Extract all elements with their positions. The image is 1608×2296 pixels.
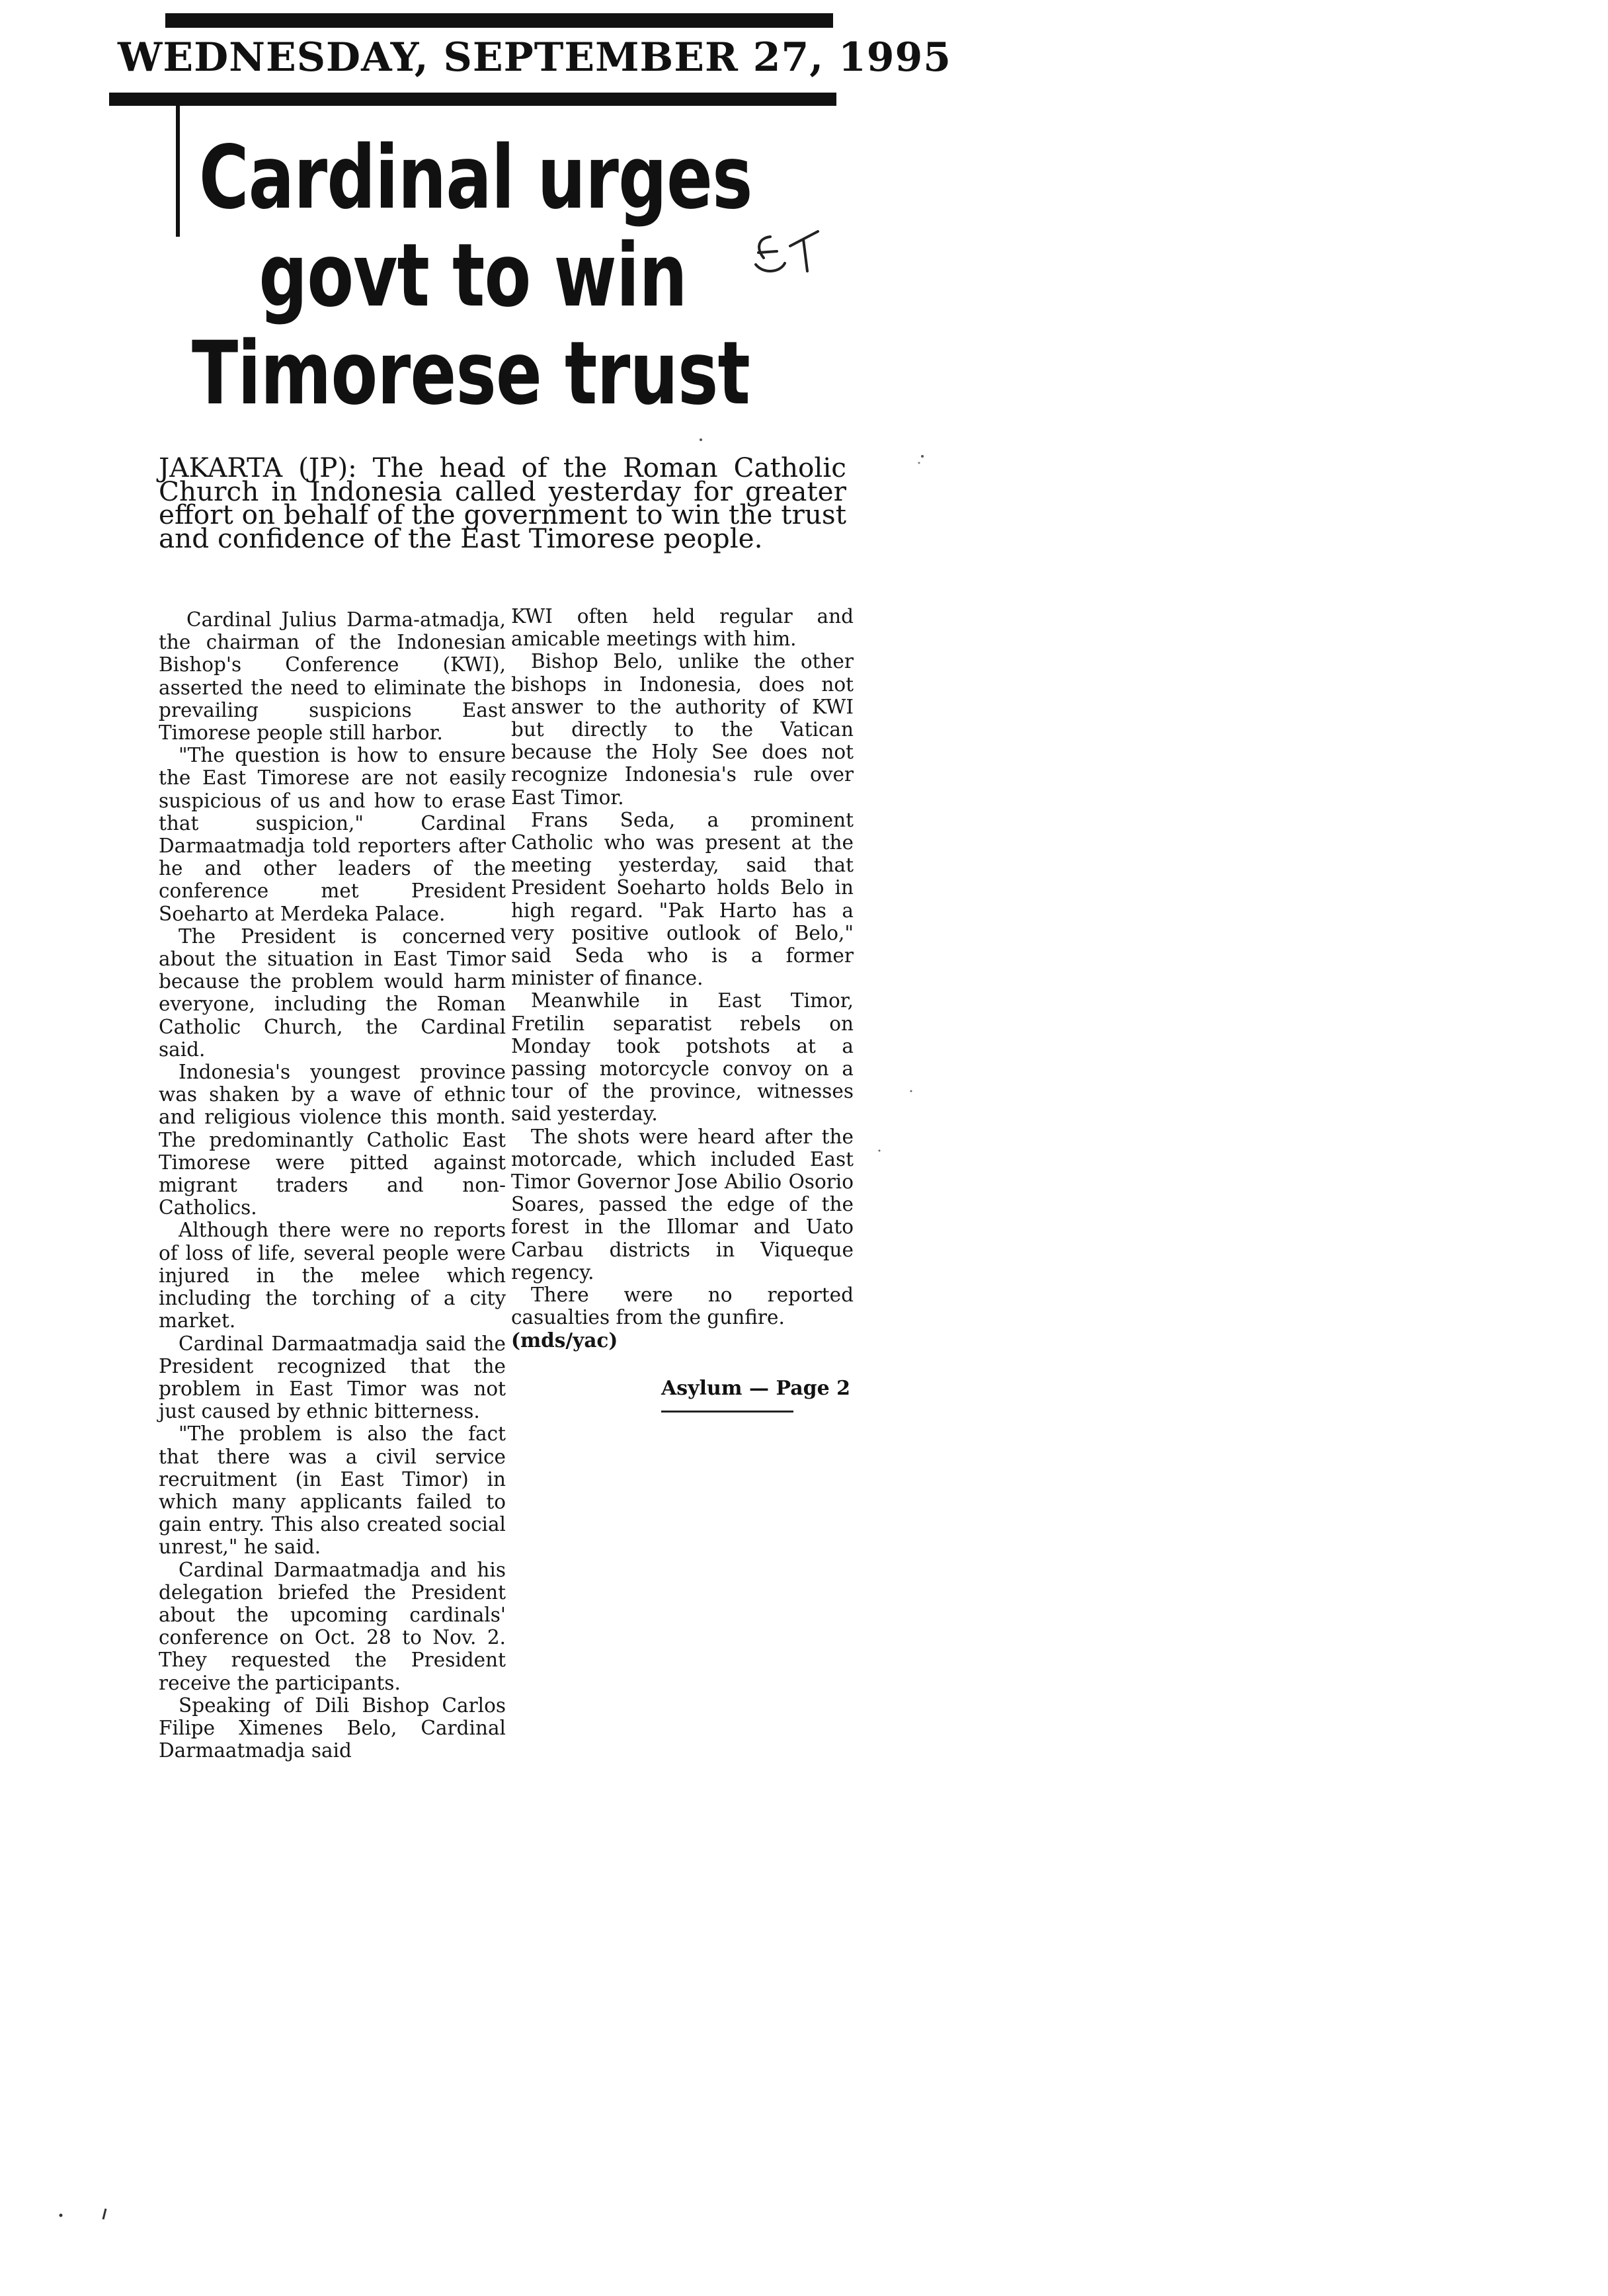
handwritten-annotation-icon [744,212,843,284]
headline-line-3: Timorese trust [192,323,750,425]
jump-underline [661,1411,793,1413]
column-2-paragraph: There were no reported casualties from the gunfire. [511,1284,854,1329]
column-1-paragraph: Speaking of Dili Bishop Carlos Filipe Ximenes Belo, Cardinal Darmaatmadja said [159,1694,506,1762]
column-2-paragraph: KWI often held regular and amicable meetings with him. [511,605,854,651]
column-1-paragraph: "The problem is also the fact that there was a civil service recruitment (in East Timor) in which many applicants failed to gain entry. This also created social unrest," he said. [159,1422,506,1559]
column-1-paragraph: Cardinal Julius Darma-atmadja, the chairman of the Indonesian Bishop's Conference (KWI), asserted the need to eliminate the prevailing suspicions East Timorese people still harbor. [159,608,506,745]
column-1-paragraph: "The question is how to ensure the East Timorese are not easily suspicious of us and how to erase that suspicion," Cardinal Darmaatmadja told reporters after he and other leaders of the conference met President Soeharto at Merdeka Palace. [159,744,506,925]
column-1-paragraph: Cardinal Darmaatmadja and his delegation briefed the President about the upcoming cardinals' conference on Oct. 28 to Nov. 2. They requested the President receive the participants. [159,1558,506,1694]
headline [192,127,752,425]
headline-bracket [176,104,180,237]
top-rule [165,13,833,28]
headline-line-1: Cardinal urges [198,127,752,229]
column-2-paragraph: Meanwhile in East Timor, Fretilin separatist rebels on Monday took potshots at a passing motorcycle convoy on a tour of the province, witnesses said yesterday. [511,989,854,1126]
column-1-paragraph: Cardinal Darmaatmadja said the President recognized that the problem in East Timor was not just caused by ethnic bitterness. [159,1332,506,1423]
continued-jump-line: Asylum — Page 2 [661,1377,851,1400]
column-1-paragraph: The President is concerned about the situation in East Timor because the problem would harm everyone, including the Roman Catholic Church, the Cardinal said. [159,924,506,1061]
dateline-underline [109,93,836,106]
dateline: WEDNESDAY, SEPTEMBER 27, 1995 [118,34,951,81]
article-column-1 [159,608,506,1762]
lead-paragraph: JAKARTA (JP): The head of the Roman Catholic Church in Indonesia called yesterday for greater effort on behalf of the government to win the trust and confidence of the East Timorese people. [159,452,846,554]
column-2-paragraph: The shots were heard after the motorcade, which included East Timor Governor Jose Abilio Osorio Soares, passed the edge of the forest in the Illomar and Uato Carbau districts in Viqueque regency. [511,1125,854,1284]
column-2-paragraph: Bishop Belo, unlike the other bishops in Indonesia, does not answer to the authority of KWI but directly to the Vatican because the Holy See does not recognize Indonesia's rule over East Timor. [511,650,854,809]
byline: (mds/yac) [511,1328,618,1352]
column-1-paragraph: Indonesia's youngest province was shaken by a wave of ethnic and religious violence this month. The predominantly Catholic East Timorese were pitted against migrant traders and non-Catholics. [159,1061,506,1219]
column-2-paragraph: Frans Seda, a prominent Catholic who was present at the meeting yesterday, said that President Soeharto holds Belo in high regard. "Pak Harto has a very positive outlook of Belo," said Seda who is a former minister of finance. [511,808,854,990]
article-column-2 [511,605,854,1352]
column-1-paragraph: Although there were no reports of loss of life, several people were injured in the melee which including the torching of a city market. [159,1219,506,1332]
headline-line-2: govt to win [259,225,687,327]
